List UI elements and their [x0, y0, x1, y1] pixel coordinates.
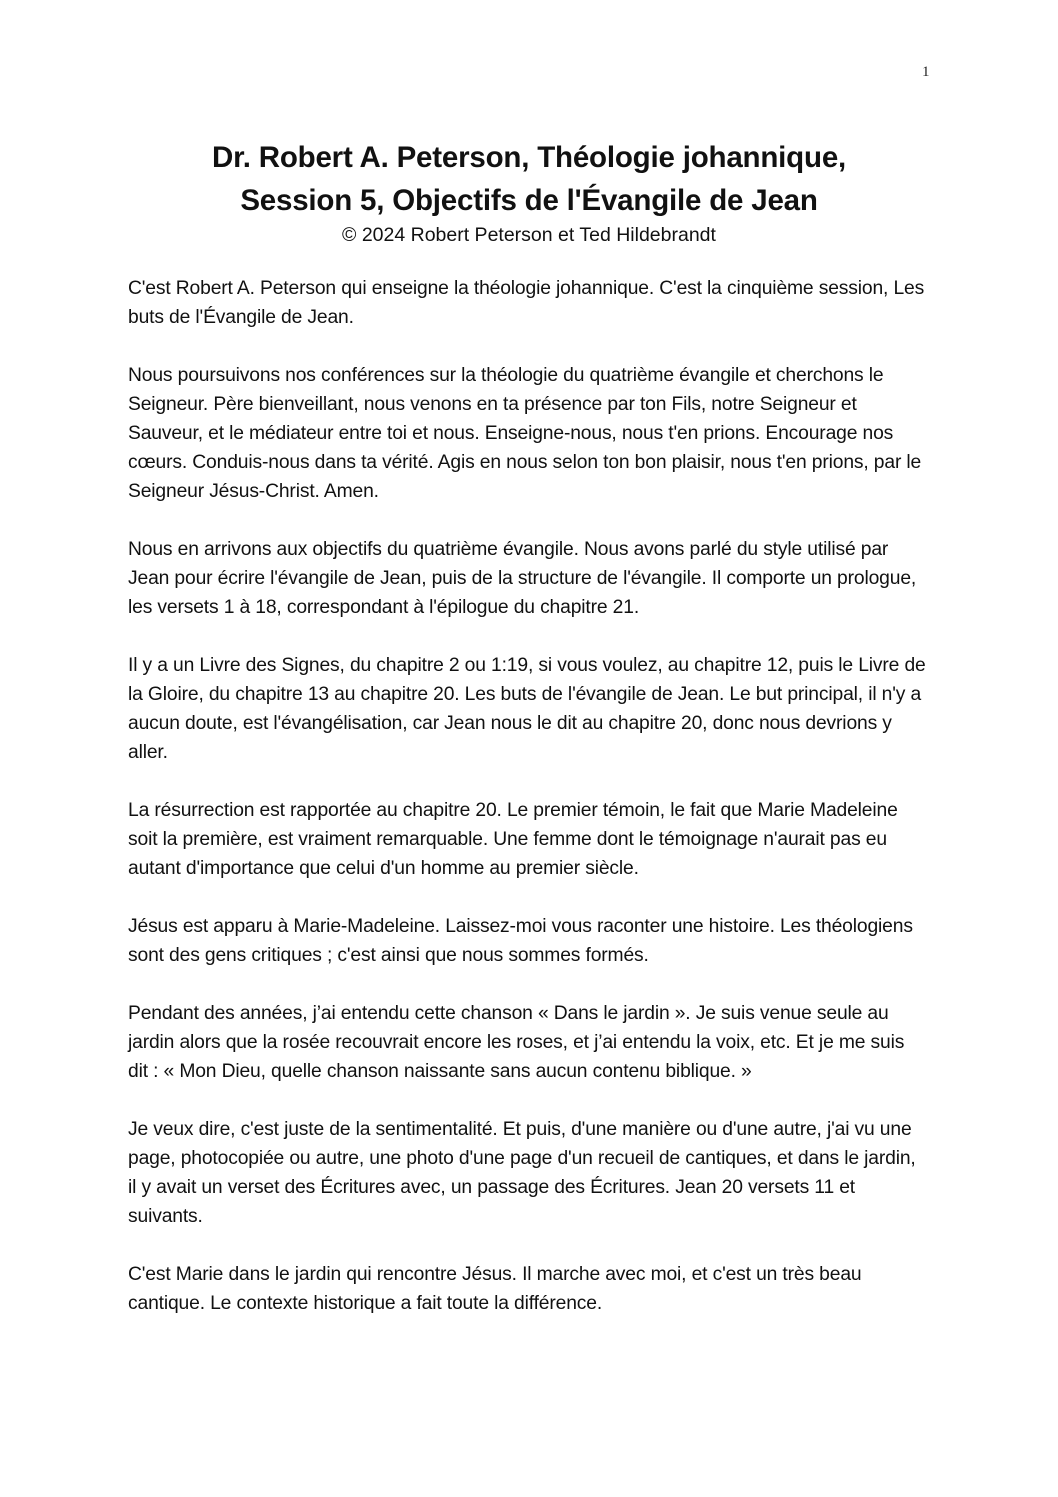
title-line-2: Session 5, Objectifs de l'Évangile de Jean: [240, 184, 818, 217]
paragraph: Nous poursuivons nos conférences sur la théologie du quatrième évangile et cherchons le Seigneur. Père bienveillant, nous venons en ta présence par ton Fils, notre Seigneur et Sauveur, et le médiateur entre toi et nous. Enseigne-nous, nous t'en prions. Encourage nos cœurs. Conduis-nous dans ta vérité. Agis en nous selon ton bon plaisir, nous t'en prions, par le Seigneur Jésus-Christ. Amen.: [128, 365, 922, 502]
paragraph: Il y a un Livre des Signes, du chapitre 2 ou 1:19, si vous voulez, au chapitre 12, puis le Livre de la Gloire, du chapitre 13 au chapitre 20. Les buts de l'évangile de Jean. Le but principal, il n'y a aucun doute, est l'évangélisation, car Jean nous le dit au chapitre 20, donc nous devrions y aller.: [128, 655, 926, 763]
page-number: 1: [922, 64, 930, 80]
copyright-notice: © 2024 Robert Peterson et Ted Hildebrandt: [342, 224, 716, 246]
header: [96, 136, 962, 248]
paragraph: C'est Marie dans le jardin qui rencontre Jésus. Il marche avec moi, et c'est un très beau cantique. Le contexte historique a fait toute la différence.: [128, 1264, 862, 1314]
title-line-1: Dr. Robert A. Peterson, Théologie johannique,: [211, 141, 847, 174]
paragraph: Jésus est apparu à Marie-Madeleine. Laissez-moi vous raconter une histoire. Les théologiens sont des gens critiques ; c'est ainsi que nous sommes formés.: [128, 916, 913, 966]
paragraph: C'est Robert A. Peterson qui enseigne la théologie johannique. C'est la cinquième session, Les buts de l'Évangile de Jean.: [128, 278, 925, 328]
document-body: [128, 274, 928, 1347]
document-title: [96, 136, 962, 222]
paragraph: Je veux dire, c'est juste de la sentimentalité. Et puis, d'une manière ou d'une autre, j'ai vu une page, photocopiée ou autre, une photo d'une page d'un recueil de cantiques, et dans le jardin, il y avait un verset des Écritures avec, un passage des Écritures. Jean 20 versets 11 et suivants.: [128, 1119, 916, 1227]
paragraph: Pendant des années, j’ai entendu cette chanson « Dans le jardin ». Je suis venue seule au jardin alors que la rosée recouvrait encore les roses, et j’ai entendu la voix, etc. Et je me suis dit : « Mon Dieu, quelle chanson naissante sans aucun contenu biblique. »: [128, 1003, 905, 1082]
paragraph: Nous en arrivons aux objectifs du quatrième évangile. Nous avons parlé du style utilisé par Jean pour écrire l'évangile de Jean, puis de la structure de l'évangile. Il comporte un prologue, les versets 1 à 18, correspondant à l'épilogue du chapitre 21.: [128, 539, 917, 618]
paragraph: La résurrection est rapportée au chapitre 20. Le premier témoin, le fait que Marie Madeleine soit la première, est vraiment remarquable. Une femme dont le témoignage n'aurait pas eu autant d'importance que celui d'un homme au premier siècle.: [128, 800, 898, 879]
